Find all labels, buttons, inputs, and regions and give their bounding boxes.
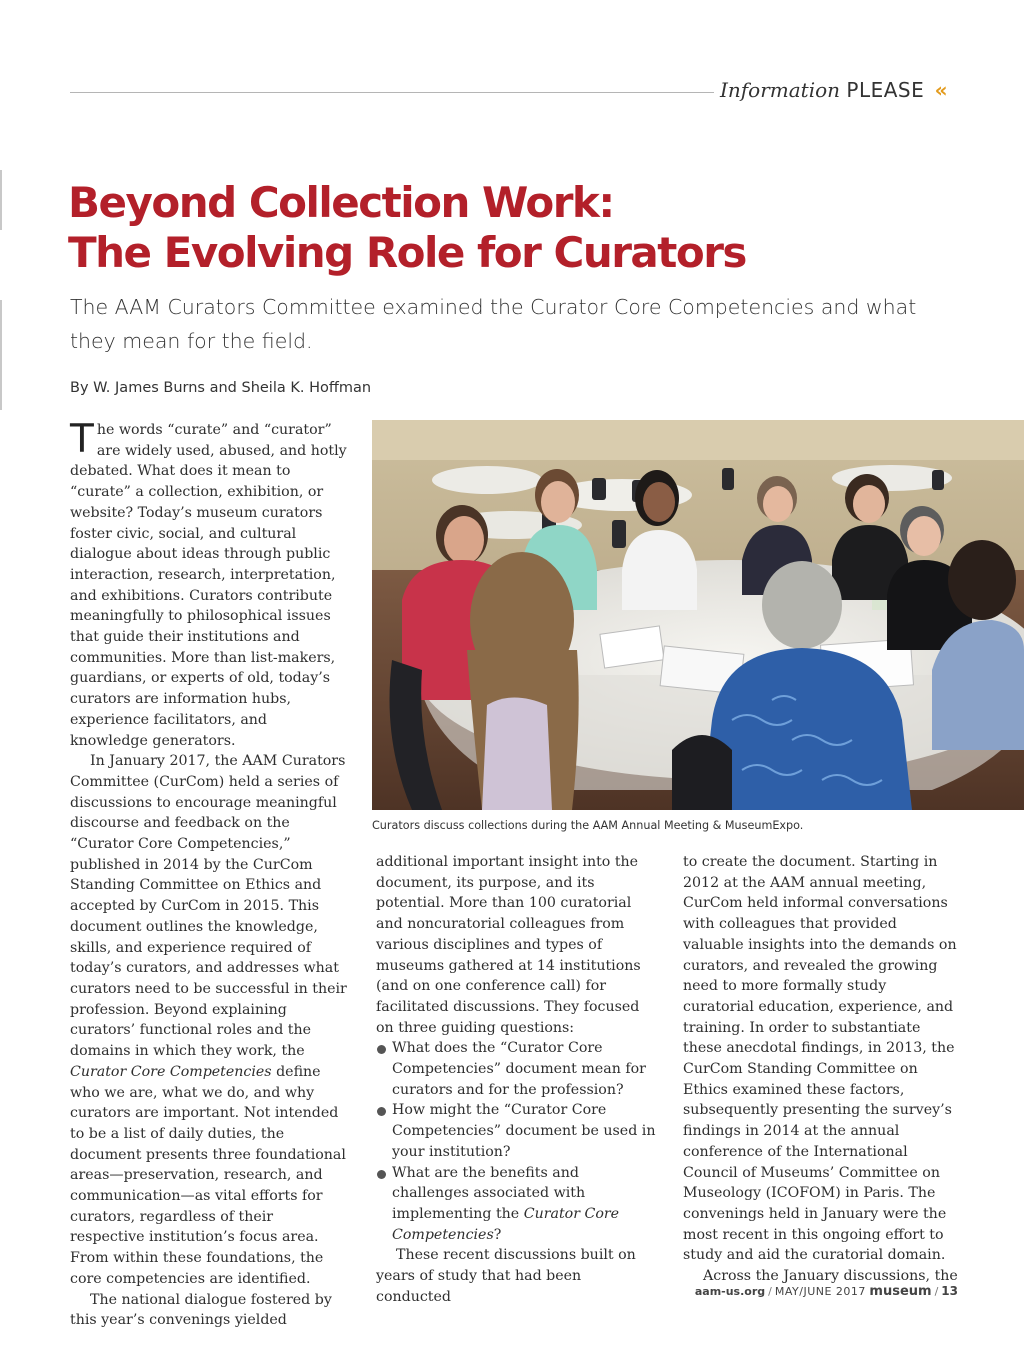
- footer-separator: /: [768, 1285, 772, 1298]
- paragraph: [70, 751, 348, 1289]
- edge-mark: [0, 170, 2, 230]
- section-header: [720, 78, 948, 102]
- paragraph: These recent discussions built on years of study that had been conducted: [376, 1247, 636, 1305]
- paragraph: [70, 417, 348, 751]
- paragraph-text: define who we are, what we do, and why curators are important. Not intended to be a list of daily duties, the document presents three foundational areas—preservation, research, and communication—as vital efforts for curators, regardless of their respective institution’s focus area. From within these foundations, the core competencies are identified.: [70, 1063, 346, 1287]
- drop-cap: T: [70, 417, 94, 462]
- article-title: [68, 178, 968, 278]
- guiding-questions-list: [376, 1038, 656, 1245]
- footer-magazine: museum: [869, 1284, 932, 1299]
- italic-title: Curator Core Competencies: [392, 1205, 620, 1243]
- paragraph: additional important insight into the document, its purpose, and its potential. More than 100 curatorial and noncuratorial colleagues from various disciplines and types of museums gathered at 14 institutions (and on one conference call) for facilitated discussions. They focused on three guiding questions:: [376, 854, 641, 1036]
- section-header-italic: Information: [720, 78, 841, 102]
- paragraph: The national dialogue fostered by this year’s convenings yielded: [70, 1291, 332, 1329]
- text-column-3: [683, 852, 959, 1287]
- byline: By W. James Burns and Sheila K. Hoffman: [70, 380, 372, 396]
- photo-caption: Curators discuss collections during the AAM Annual Meeting & MuseumExpo.: [372, 819, 804, 832]
- list-item: How might the “Curator Core Competencies” document be used in your institution?: [376, 1100, 656, 1162]
- page-number: 13: [941, 1284, 958, 1298]
- italic-title: Curator Core Competencies: [70, 1063, 272, 1080]
- article-subtitle: The AAM Curators Committee examined the Curator Core Competencies and what they mean for the field.: [70, 295, 917, 353]
- double-chevron-left-icon: «: [934, 78, 948, 102]
- footer-separator: /: [934, 1285, 939, 1298]
- text-column-1: [70, 417, 348, 1331]
- text-column-2: [376, 852, 656, 1307]
- list-item: [376, 1163, 656, 1246]
- footer-issue: MAY/JUNE 2017: [774, 1285, 866, 1298]
- section-header-bold: PLEASE: [846, 78, 925, 102]
- page-footer: [695, 1284, 958, 1299]
- article-title-line1: Beyond Collection Work:: [68, 178, 614, 227]
- article-title-line2: The Evolving Role for Curators: [68, 228, 746, 277]
- paragraph-text: In January 2017, the AAM Curators Committee (CurCom) held a series of discussions to encourage meaningful discourse and feedback on the “Curator Core Competencies,” published in 2014 by the CurCom Standing Committee on Ethics and accepted by CurCom in 2015. This document outlines the knowledge, skills, and experience required of today’s curators, and addresses what curators need to be successful in their profession. Beyond explaining curators’ functional roles and the domains in which they work, the: [70, 753, 347, 1060]
- list-item: What does the “Curator Core Competencies” document mean for curators and for the profession?: [376, 1038, 656, 1100]
- paragraph: Across the January discussions, the: [703, 1268, 958, 1285]
- list-item-text: What are the benefits and challenges associated with implementing the: [392, 1164, 586, 1222]
- footer-site: aam-us.org: [694, 1285, 766, 1298]
- paragraph-text: he words “curate” and “curator” are widely used, abused, and hotly debated. What does it mean to “curate” a collection, exhibition, or website? Today’s museum curators foster civic, social, and cultural dialogue about ideas through public interaction, research, interpretation, and exhibitions. Curators contribute meaningfully to philosophical issues that guide their institutions and communities. More than list-makers, guardians, or experts of old, today’s curators are information hubs, experience facilitators, and knowledge generators.: [70, 422, 347, 749]
- list-item-text: ?: [493, 1226, 502, 1243]
- paragraph: to create the document. Starting in 2012 at the AAM annual meeting, CurCom held informal conversations with colleagues that provided valuable insights into the demands on curators, and revealed the growing need to more formally study curatorial education, experience, and training. In order to substantiate these anecdotal findings, in 2013, the CurCom Standing Committee on Ethics examined these factors, subsequently presenting the survey’s findings in 2014 at the annual conference of the International Council of Museums’ Committee on Museology (ICOFOM) in Paris. The convenings held in January were the most recent in this ongoing effort to study and aid the curatorial domain.: [683, 854, 957, 1264]
- header-rule: [70, 92, 714, 93]
- conference-photo: [372, 420, 1024, 810]
- edge-mark: [0, 300, 2, 410]
